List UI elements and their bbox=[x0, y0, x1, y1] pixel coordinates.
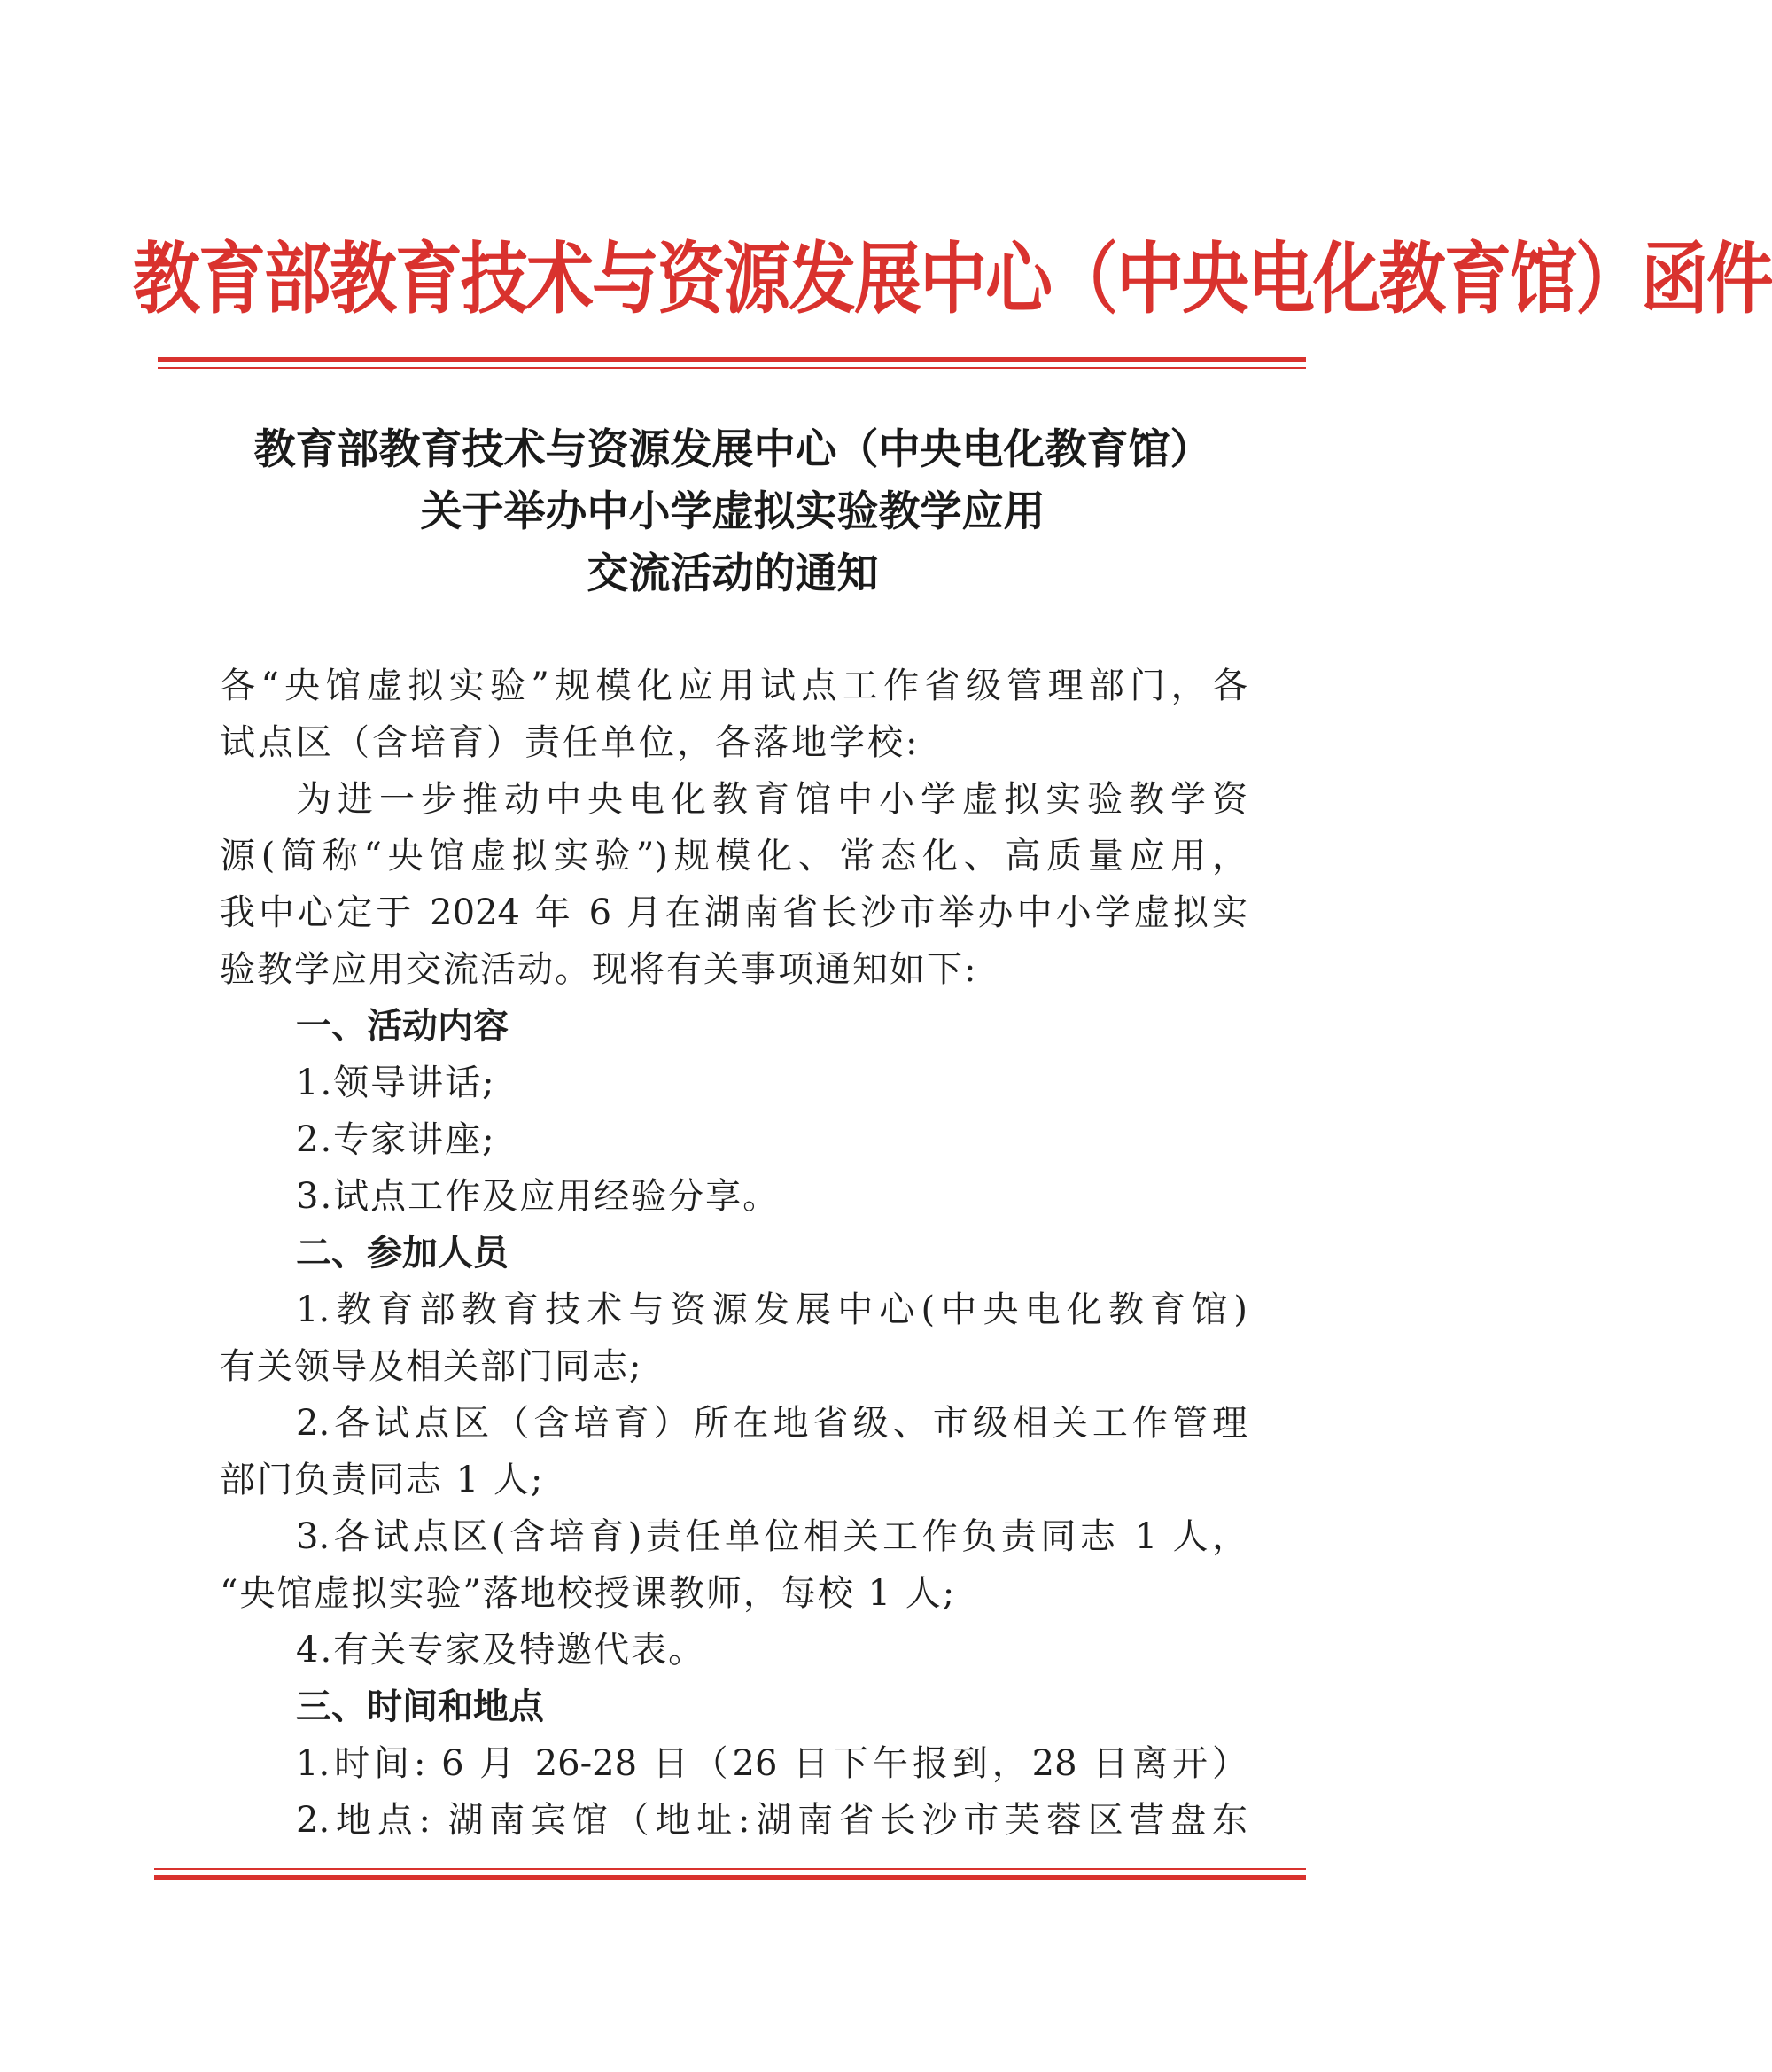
participants-line-1: 1.教育部教育技术与资源发展中心(中央电化教育馆) bbox=[296, 1289, 1247, 1330]
footer-rule-top bbox=[154, 1868, 1306, 1870]
doc-title-line-2: 关于举办中小学虚拟实验教学应用 bbox=[420, 487, 1045, 536]
participants-line-3: 2.各试点区（含培育）所在地省级、市级相关工作管理 bbox=[296, 1403, 1247, 1444]
participants-line-6: “央馆虚拟实验”落地校授课教师，每校 1 人; bbox=[220, 1573, 957, 1614]
intro-line-4: 验教学应用交流活动。现将有关事项通知如下: bbox=[220, 949, 978, 990]
letterhead-rule-bottom bbox=[158, 367, 1306, 369]
time-line: 1.时间: 6 月 26-28 日（26 日下午报到，28 日离开） bbox=[296, 1743, 1247, 1784]
activity-item-3: 3.试点工作及应用经验分享。 bbox=[296, 1176, 781, 1217]
section-heading-participants: 二、参加人员 bbox=[296, 1233, 509, 1274]
salutation-line-2: 试点区（含培育）责任单位，各落地学校: bbox=[220, 722, 921, 763]
letterhead-rule-top bbox=[158, 357, 1306, 362]
salutation-line-1: 各“央馆虚拟实验”规模化应用试点工作省级管理部门，各 bbox=[220, 666, 1247, 706]
participants-line-7: 4.有关专家及特邀代表。 bbox=[296, 1630, 706, 1671]
intro-line-3: 我中心定于 2024 年 6 月在湖南省长沙市举办中小学虚拟实 bbox=[220, 892, 1247, 933]
activity-item-1: 1.领导讲话; bbox=[296, 1063, 496, 1103]
place-line: 2.地点: 湖南宾馆（地址:湖南省长沙市芙蓉区营盘东 bbox=[296, 1800, 1247, 1841]
activity-item-2: 2.专家讲座; bbox=[296, 1119, 496, 1160]
doc-title-line-1: 教育部教育技术与资源发展中心（中央电化教育馆） bbox=[253, 425, 1212, 474]
footer-rule-bottom bbox=[154, 1875, 1306, 1880]
participants-line-5: 3.各试点区(含培育)责任单位相关工作负责同志 1 人， bbox=[296, 1516, 1247, 1557]
intro-line-1: 为进一步推动中央电化教育馆中小学虚拟实验教学资 bbox=[296, 779, 1247, 820]
intro-line-2: 源(简称“央馆虚拟实验”)规模化、常态化、高质量应用， bbox=[220, 836, 1247, 876]
letterhead-title: 教育部教育技术与资源发展中心（中央电化教育馆）函件 bbox=[133, 233, 1772, 324]
participants-line-4: 部门负责同志 1 人; bbox=[220, 1460, 545, 1500]
section-heading-time-place: 三、时间和地点 bbox=[296, 1686, 544, 1727]
doc-title-line-3: 交流活动的通知 bbox=[587, 549, 879, 598]
participants-line-2: 有关领导及相关部门同志; bbox=[220, 1346, 643, 1387]
section-heading-activity: 一、活动内容 bbox=[296, 1006, 509, 1047]
